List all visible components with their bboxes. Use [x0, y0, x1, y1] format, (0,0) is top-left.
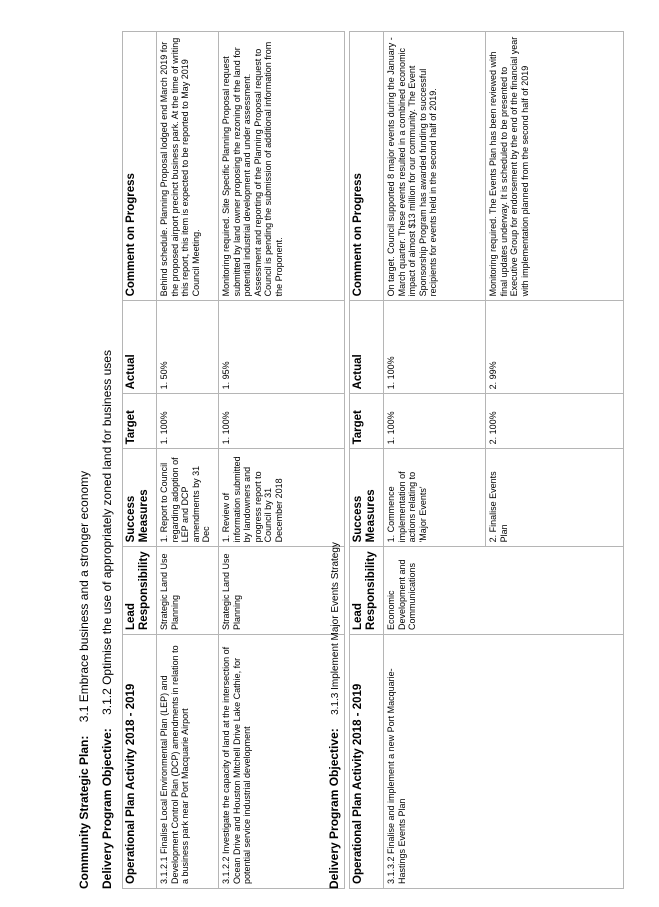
header-comment: Comment on Progress	[350, 32, 384, 301]
success-cell: 1. Report to Council regarding adoption of LEP and DCP amendments by 31 Dec	[157, 449, 219, 547]
header-lead: Lead Responsibility	[123, 547, 157, 635]
community-strategic-plan-value: 3.1 Embrace business and a stronger economy	[77, 470, 91, 723]
delivery-objective-1-value: 3.1.2 Optimise the use of appropriately zoned land for business uses	[100, 350, 114, 715]
lead-cell: Strategic Land Use Planning	[219, 547, 345, 635]
target-cell: 2. 100%	[486, 394, 624, 449]
page-footer	[640, 0, 651, 30]
activity-table-2	[349, 31, 624, 889]
delivery-objective-2-label: Delivery Program Objective:	[327, 728, 341, 889]
header-target: Target	[123, 394, 157, 449]
community-strategic-plan-line	[77, 471, 91, 889]
delivery-objective-1-label: Delivery Program Objective:	[100, 728, 114, 889]
header-success: Success Measures	[123, 449, 157, 547]
lead-cell: Economic Development and Communications	[384, 547, 624, 635]
community-strategic-plan-label: Community Strategic Plan:	[77, 735, 91, 889]
header-success: Success Measures	[350, 449, 384, 547]
table-row	[384, 32, 486, 889]
success-cell: 1. Review of information submitted by landowners and progress report to Council by 31 December 2018	[219, 449, 345, 547]
comment-cell: Behind schedule. Planning Proposal lodged end March 2019 for the proposed airport precinct business park. At the time of writing this report, this item is expected to be reported to May 2019 Council Meeting.	[157, 32, 219, 301]
table-header-row	[123, 32, 157, 889]
header-target: Target	[350, 394, 384, 449]
activity-cell: 3.1.2.2 Investigate the capacity of land at the intersection of Ocean Drive and Houston Mitchell Drive Lake Cathie, for potential service industrial development	[219, 635, 345, 889]
activity-cell: 3.1.2.1 Finalise Local Environmental Plan (LEP) and Development Control Plan (DCP) amendments in relation to a business park near Port Macquarie Airport	[157, 635, 219, 889]
header-actual: Actual	[350, 301, 384, 394]
actual-cell: 1. 95%	[219, 301, 345, 394]
target-cell: 1. 100%	[219, 394, 345, 449]
table-row	[157, 32, 219, 889]
header-comment: Comment on Progress	[123, 32, 157, 301]
delivery-objective-2-value: 3.1.3 Implement Major Events Strategy	[330, 542, 341, 715]
activity-cell: 3.1.3.2 Finalise and implement a new Port Macquarie-Hastings Events Plan	[384, 635, 624, 889]
header-actual: Actual	[123, 301, 157, 394]
activity-table-1	[122, 31, 345, 889]
delivery-objective-2-line	[327, 542, 341, 889]
delivery-objective-1-line	[100, 350, 114, 889]
comment-cell: Monitoring required. The Events Plan has been reviewed with final updates underway. It is scheduled to be presented to Executive Group for endorsement by the end of the financial year with implementation planned from the second half of 2019	[486, 32, 624, 301]
target-cell: 1. 100%	[157, 394, 219, 449]
actual-cell: 2. 99%	[486, 301, 624, 394]
table-header-row	[350, 32, 384, 889]
actual-cell: 1. 50%	[157, 301, 219, 394]
lead-cell: Strategic Land Use Planning	[157, 547, 219, 635]
comment-cell: Monitoring required. Site Specific Planning Proposal request submitted by land owner proposing the rezoning of the land for potential industrial development and under assessment. Assessment and reporting of the Planning Proposal request to Council is pending the submission of additional information from the Proponent.	[219, 32, 345, 301]
header-activity: Operational Plan Activity 2018 - 2019	[123, 635, 157, 889]
table-row	[219, 32, 345, 889]
header-lead: Lead Responsibility	[350, 547, 384, 635]
actual-cell: 1. 100%	[384, 301, 486, 394]
comment-cell: On target. Council supported 8 major events during the January - March quarter. These events resulted in a combined economic impact of almost $13 million for our community. The Event Sponsorship Program has awarded funding to successful recipients for events held in the second half of 2019.	[384, 32, 486, 301]
success-cell: 1. Commence implementation of actions relating to 'Major Events'	[384, 449, 486, 547]
header-activity: Operational Plan Activity 2018 - 2019	[350, 635, 384, 889]
target-cell: 1. 100%	[384, 394, 486, 449]
success-cell: 2. Finalise Events Plan	[486, 449, 624, 547]
